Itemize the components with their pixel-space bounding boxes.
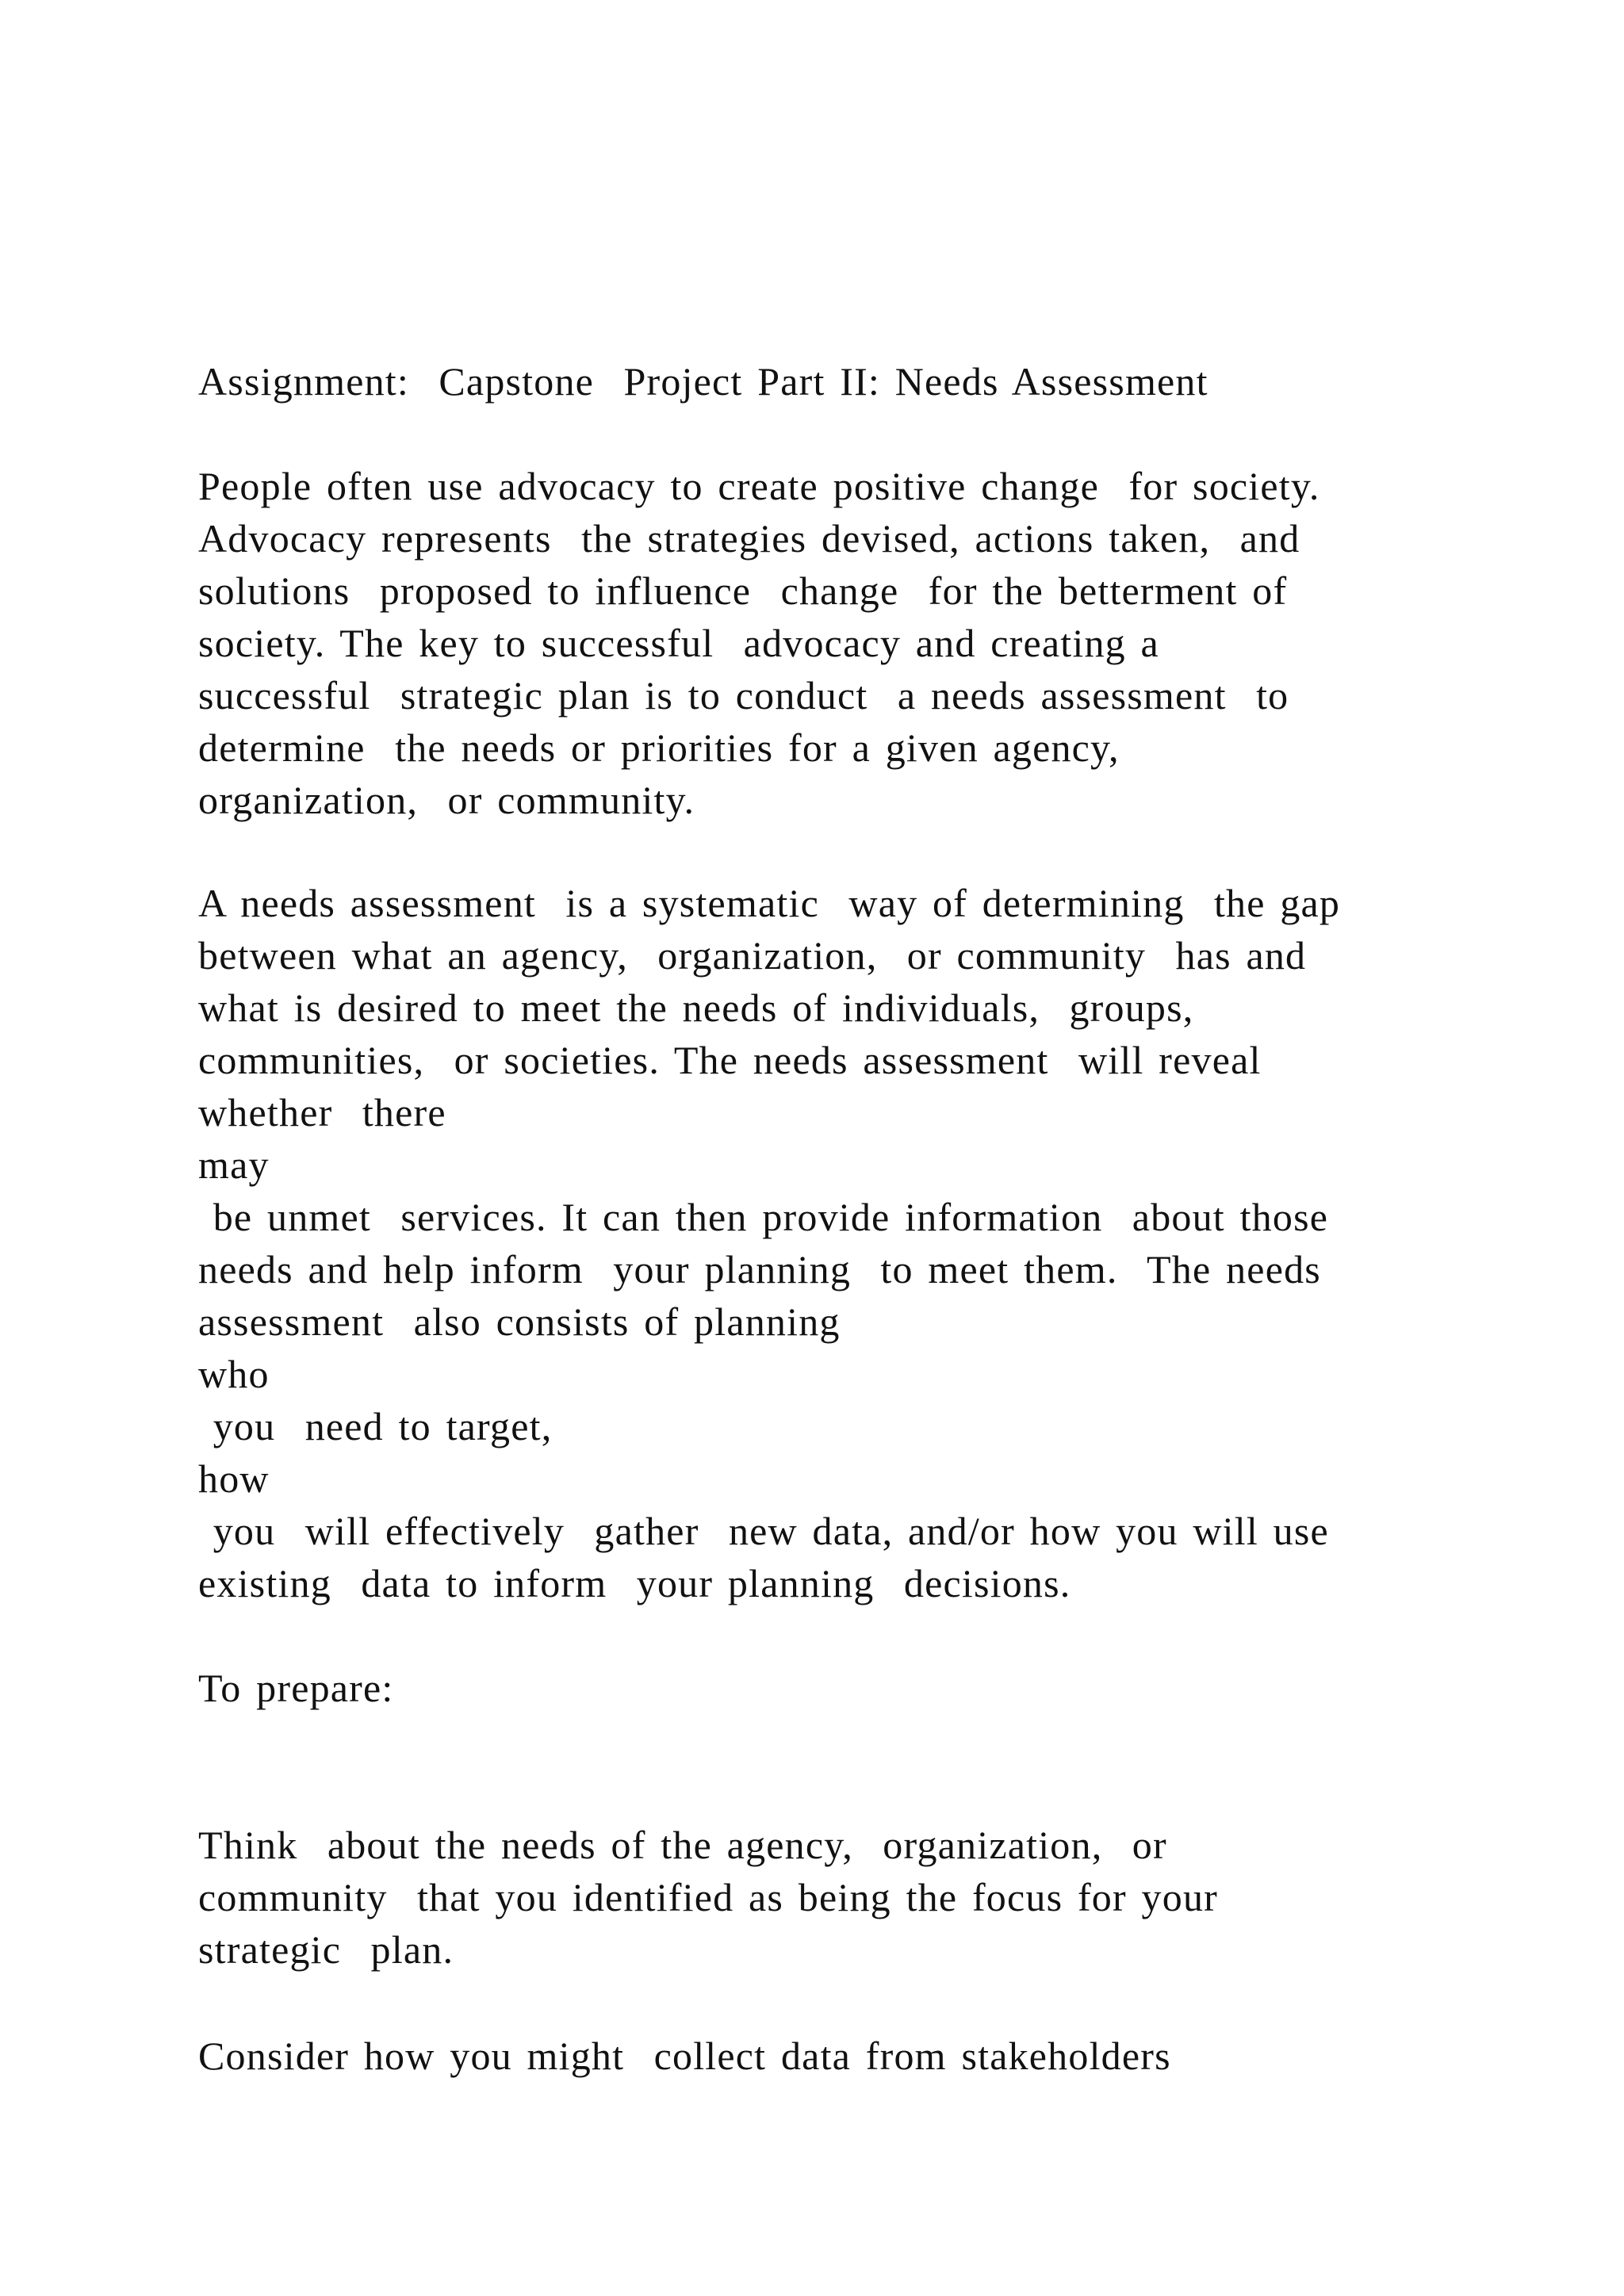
text-line: determine the needs or priorities for a given agency, (198, 725, 1120, 770)
text-line: Think about the needs of the agency, organization, or (198, 1823, 1167, 1867)
text-line: communities, or societies. The needs assessment will reveal (198, 1038, 1262, 1082)
text-line: Advocacy represents the strategies devised, actions taken, and (198, 516, 1300, 561)
section-heading-to-prepare: To prepare: (198, 1666, 394, 1710)
text-line: A needs assessment is a systematic way of determining the gap (198, 881, 1341, 925)
text-line: strategic plan. (198, 1927, 454, 1972)
text-line: whether there (198, 1090, 446, 1135)
text-line: Consider how you might collect data from stakeholders (198, 2034, 1171, 2078)
text-line: be unmet services. It can then provide information about those (198, 1195, 1329, 1239)
text-line: between what an agency, organization, or community has and (198, 933, 1307, 978)
text-line: community that you identified as being the focus for your (198, 1875, 1219, 1919)
text-line: existing data to inform your planning decisions. (198, 1561, 1071, 1605)
text-line: what is desired to meet the needs of individuals, groups, (198, 985, 1194, 1030)
text-line: needs and help inform your planning to meet them. The needs (198, 1247, 1321, 1292)
text-line: solutions proposed to influence change for the betterment of (198, 568, 1288, 613)
text-line: organization, or community. (198, 778, 695, 822)
text-line: People often use advocacy to create positive change for society. (198, 464, 1320, 508)
text-line: assessment also consists of planning (198, 1299, 841, 1344)
text-line: who (198, 1352, 270, 1396)
text-line: society. The key to successful advocacy and creating a (198, 621, 1159, 665)
page-title: Assignment: Capstone Project Part II: Needs Assessment (198, 359, 1208, 404)
text-line: may (198, 1142, 270, 1187)
text-line: how (198, 1456, 270, 1501)
text-line: you need to target, (198, 1404, 553, 1448)
text-line: successful strategic plan is to conduct a needs assessment to (198, 673, 1289, 718)
text-line: you will effectively gather new data, and/or how you will use (198, 1509, 1329, 1553)
